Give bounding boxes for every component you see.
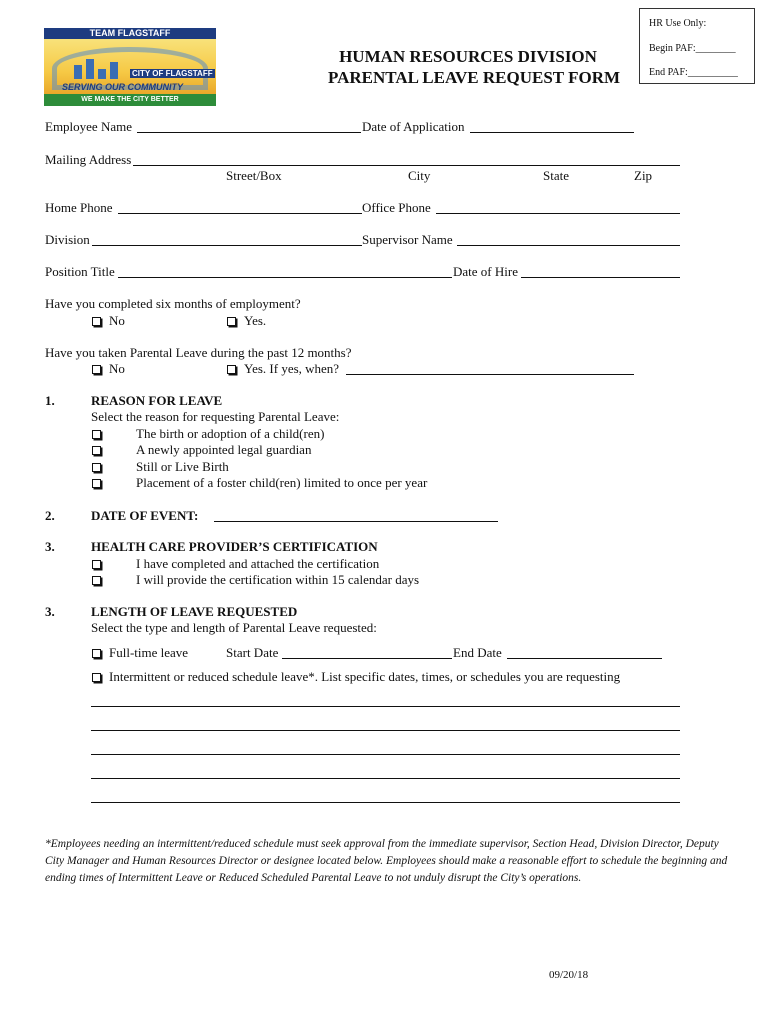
- checkbox-icon[interactable]: [92, 649, 101, 658]
- section-3-number: 3.: [45, 539, 55, 554]
- reason-option[interactable]: [92, 459, 109, 475]
- office-phone-field[interactable]: [436, 213, 680, 214]
- revision-date: 09/20/18: [549, 969, 589, 981]
- certification-option-label: I have completed and attached the certification: [136, 556, 380, 571]
- footnote: *Employees needing an intermittent/reduced schedule must seek approval from the immediate supervisor, Section Head, Division Director, Deputy City Manager and Human Resources Director or designee located below. Employees should make a reasonable effort to schedule the beginning and ending times of Intermittent Leave or Reduced Scheduled Parental Leave to not unduly disrupt the City’s operations.: [45, 838, 728, 884]
- date-of-application-label: Date of Application: [362, 119, 465, 134]
- checkbox-icon[interactable]: [92, 479, 101, 488]
- option-label: Yes.: [244, 313, 267, 328]
- end-date-field[interactable]: [507, 658, 662, 659]
- logo-serving-text: SERVING OUR COMMUNITY: [62, 82, 184, 92]
- city-label: City: [408, 168, 431, 183]
- office-phone-label: Office Phone: [362, 200, 431, 215]
- division-label: Division: [45, 232, 90, 247]
- parental-leave-question: Have you taken Parental Leave during the past 12 months?: [45, 345, 352, 360]
- option-label: Full-time leave: [109, 645, 189, 660]
- logo-bottom-text: WE MAKE THE CITY BETTER: [44, 94, 216, 106]
- schedule-line[interactable]: [91, 802, 680, 803]
- mailing-address-field[interactable]: [133, 165, 680, 166]
- intermittent-leave-option[interactable]: [92, 669, 620, 685]
- supervisor-name-label: Supervisor Name: [362, 232, 453, 247]
- reason-option[interactable]: [92, 475, 109, 491]
- checkbox-icon[interactable]: [92, 446, 101, 455]
- end-paf-field[interactable]: End PAF:__________: [649, 67, 738, 78]
- start-date-label: Start Date: [226, 645, 279, 660]
- six-months-question: Have you completed six months of employment?: [45, 296, 301, 311]
- mailing-address-label: Mailing Address: [45, 152, 132, 167]
- parental-leave-no-option[interactable]: [92, 361, 125, 377]
- schedule-line[interactable]: [91, 778, 680, 779]
- reason-option-label: The birth or adoption of a child(ren): [136, 426, 325, 441]
- home-phone-label: Home Phone: [45, 200, 113, 215]
- checkbox-icon[interactable]: [92, 430, 101, 439]
- parental-leave-yes-option[interactable]: [227, 361, 339, 377]
- option-label: No: [109, 313, 125, 328]
- employee-name-label: Employee Name: [45, 119, 132, 134]
- supervisor-name-field[interactable]: [457, 245, 680, 246]
- checkbox-icon[interactable]: [227, 365, 236, 374]
- date-of-event-field[interactable]: [214, 521, 498, 522]
- reason-option[interactable]: [92, 426, 109, 442]
- logo-sunburst: [44, 39, 216, 94]
- six-months-yes-option[interactable]: [227, 313, 266, 329]
- date-of-hire-label: Date of Hire: [453, 264, 518, 279]
- checkbox-icon[interactable]: [92, 576, 101, 585]
- reason-option-label: Still or Live Birth: [136, 459, 229, 474]
- reason-option-label: Placement of a foster child(ren) limited to once per year: [136, 475, 428, 490]
- section-1-number: 1.: [45, 393, 55, 408]
- six-months-no-option[interactable]: [92, 313, 125, 329]
- zip-label: Zip: [634, 168, 653, 183]
- logo-city-text: CITY OF FLAGSTAFF: [132, 69, 213, 78]
- checkbox-icon[interactable]: [92, 560, 101, 569]
- reason-option-label: A newly appointed legal guardian: [136, 442, 312, 457]
- certification-option[interactable]: [92, 572, 109, 588]
- parental-leave-when-field[interactable]: [346, 374, 634, 375]
- state-label: State: [543, 168, 569, 183]
- begin-paf-field[interactable]: Begin PAF:________: [649, 43, 736, 54]
- hr-use-only-label: HR Use Only:: [649, 18, 707, 29]
- section-1-heading: REASON FOR LEAVE: [91, 393, 223, 408]
- home-phone-field[interactable]: [118, 213, 362, 214]
- certification-option[interactable]: [92, 556, 109, 572]
- position-title-label: Position Title: [45, 264, 115, 279]
- schedule-line[interactable]: [91, 754, 680, 755]
- employee-name-field[interactable]: [137, 132, 361, 133]
- schedule-line[interactable]: [91, 706, 680, 707]
- form-title: PARENTAL LEAVE REQUEST FORM: [327, 68, 621, 87]
- section-4-instruction: Select the type and length of Parental Leave requested:: [91, 620, 377, 635]
- street-box-label: Street/Box: [226, 168, 282, 183]
- certification-option-label: I will provide the certification within 15 calendar days: [136, 572, 420, 587]
- end-date-label: End Date: [453, 645, 502, 660]
- date-of-application-field[interactable]: [470, 132, 634, 133]
- section-1-instruction: Select the reason for requesting Parental Leave:: [91, 409, 340, 424]
- section-2-heading: DATE OF EVENT:: [91, 508, 199, 523]
- division-title: HUMAN RESOURCES DIVISION: [339, 47, 597, 66]
- checkbox-icon[interactable]: [227, 317, 236, 326]
- division-field[interactable]: [92, 245, 362, 246]
- section-4-heading: LENGTH OF LEAVE REQUESTED: [91, 604, 298, 619]
- date-of-hire-field[interactable]: [521, 277, 680, 278]
- section-4-number: 3.: [45, 604, 55, 619]
- logo-top-text: TEAM FLAGSTAFF: [44, 28, 216, 39]
- checkbox-icon[interactable]: [92, 365, 101, 374]
- section-3-heading: HEALTH CARE PROVIDER’S CERTIFICATION: [91, 539, 378, 554]
- position-title-field[interactable]: [118, 277, 452, 278]
- reason-option[interactable]: [92, 442, 109, 458]
- full-time-leave-option[interactable]: [92, 645, 188, 661]
- option-label: Yes. If yes, when?: [244, 361, 340, 376]
- start-date-field[interactable]: [282, 658, 452, 659]
- section-2-number: 2.: [45, 508, 55, 523]
- checkbox-icon[interactable]: [92, 673, 101, 682]
- checkbox-icon[interactable]: [92, 463, 101, 472]
- checkbox-icon[interactable]: [92, 317, 101, 326]
- option-label: No: [109, 361, 125, 376]
- hr-use-only-box: [639, 8, 755, 84]
- team-flagstaff-logo: [44, 28, 216, 106]
- option-label: Intermittent or reduced schedule leave*. List specific dates, times, or schedules you are requesting: [109, 669, 621, 684]
- schedule-line[interactable]: [91, 730, 680, 731]
